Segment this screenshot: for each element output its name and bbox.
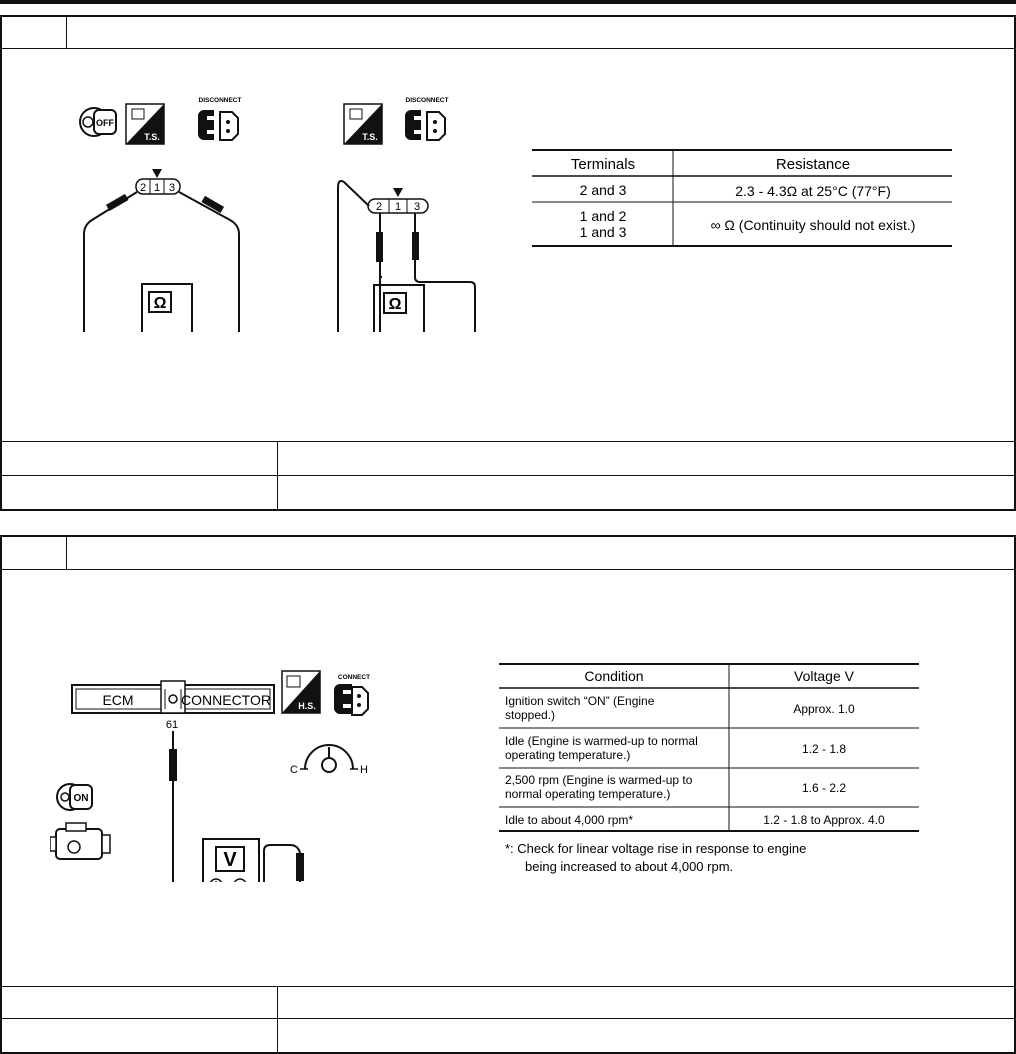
pin-3: 3: [413, 201, 421, 213]
connector-label: CONNECTOR: [181, 692, 271, 708]
terminals-header: Terminals: [570, 156, 636, 173]
top-rule: [0, 0, 1016, 4]
voltage-diagram: [50, 667, 390, 882]
voltage-symbol: V: [223, 849, 237, 871]
step-1-result-row-top: [2, 441, 1014, 442]
table-cell: normal operating temperature.): [505, 787, 671, 801]
step-2-panel: [0, 535, 1016, 1054]
voltmeter: [203, 839, 259, 882]
table-cell: stopped.): [505, 708, 556, 722]
hs-icon: [282, 671, 320, 713]
resistance-header: Resistance: [775, 156, 851, 173]
disconnect-icon: [405, 97, 449, 140]
table-cell: 2 and 3: [579, 182, 627, 198]
table-footnote: being increased to about 4,000 rpm.: [525, 859, 734, 874]
step-2-result-row-mid: [2, 1018, 1014, 1019]
resistance-diagram-left: [62, 92, 262, 332]
disconnect-label: DISCONNECT: [405, 97, 449, 104]
table-footnote: *: Check for linear voltage rise in response to engine: [505, 841, 807, 856]
table-cell: Approx. 1.0: [793, 702, 855, 716]
ohm-symbol: Ω: [153, 295, 167, 312]
resistance-diagram-right: [322, 92, 492, 332]
ts-label: T.S.: [362, 132, 378, 142]
gauge-cold-label: C: [290, 764, 298, 776]
ts-icon: [344, 104, 382, 144]
ecm-connector: [72, 681, 274, 731]
engine-running-icon: [50, 823, 110, 859]
ts-label: T.S.: [144, 132, 160, 142]
step-1-result-row-mid: [2, 475, 1014, 476]
table-cell: Ignition switch “ON” (Engine: [505, 694, 655, 708]
step-1-panel: [0, 15, 1016, 511]
pin-61-label: 61: [165, 719, 179, 731]
table-cell: 2.3 - 4.3Ω at 25°C (77°F): [735, 183, 891, 199]
gauge-hot-label: H: [360, 764, 368, 776]
step-2-result-row-top: [2, 986, 1014, 987]
step-1-header: [2, 17, 1014, 49]
pin-2: 2: [375, 201, 383, 213]
table-cell: Idle to about 4,000 rpm*: [505, 813, 634, 827]
connect-icon: [334, 674, 370, 715]
ohm-symbol: Ω: [388, 296, 402, 313]
table-cell: ∞ Ω (Continuity should not exist.): [710, 217, 916, 233]
ignition-key-on-icon: [57, 784, 92, 810]
disconnect-icon: [198, 97, 242, 140]
key-on-label: ON: [73, 793, 89, 804]
ignition-key-off-icon: [80, 108, 116, 136]
table-cell: 2,500 rpm (Engine is warmed-up to: [505, 773, 693, 787]
pin-3: 3: [168, 182, 176, 194]
pin-2: 2: [139, 182, 147, 194]
hs-label: H.S.: [298, 701, 316, 711]
voltage-header: Voltage V: [794, 668, 854, 684]
step-2-header: [2, 537, 1014, 570]
table-cell: Idle (Engine is warmed-up to normal: [505, 734, 698, 748]
step-2-number-divider: [66, 537, 67, 569]
ohmmeter-left: [142, 284, 192, 332]
step-1-number-divider: [66, 17, 67, 48]
table-cell: 1 and 3: [579, 224, 627, 240]
connector-block-right: [368, 188, 428, 213]
table-cell: 1.2 - 1.8 to Approx. 4.0: [763, 813, 885, 827]
connector-block-left: [136, 169, 180, 194]
table-cell: 1 and 2: [579, 208, 627, 224]
pin-1: 1: [153, 182, 161, 194]
table-cell: operating temperature.): [505, 748, 631, 762]
step-1-result-divider: [277, 441, 278, 509]
ecm-label: ECM: [102, 692, 134, 708]
voltage-table: [499, 663, 921, 881]
ts-icon: [126, 104, 164, 144]
connect-label: CONNECT: [337, 674, 371, 681]
table-cell: 1.2 - 1.8: [801, 742, 847, 756]
disconnect-label: DISCONNECT: [198, 97, 242, 104]
ohmmeter-right: [374, 285, 424, 332]
resistance-table: [532, 149, 954, 254]
key-off-label: OFF: [96, 118, 114, 128]
table-cell: 1.6 - 2.2: [801, 781, 847, 795]
step-2-result-divider: [277, 986, 278, 1052]
condition-header: Condition: [584, 668, 644, 684]
pin-1: 1: [394, 201, 402, 213]
temperature-gauge-icon: [290, 745, 368, 776]
